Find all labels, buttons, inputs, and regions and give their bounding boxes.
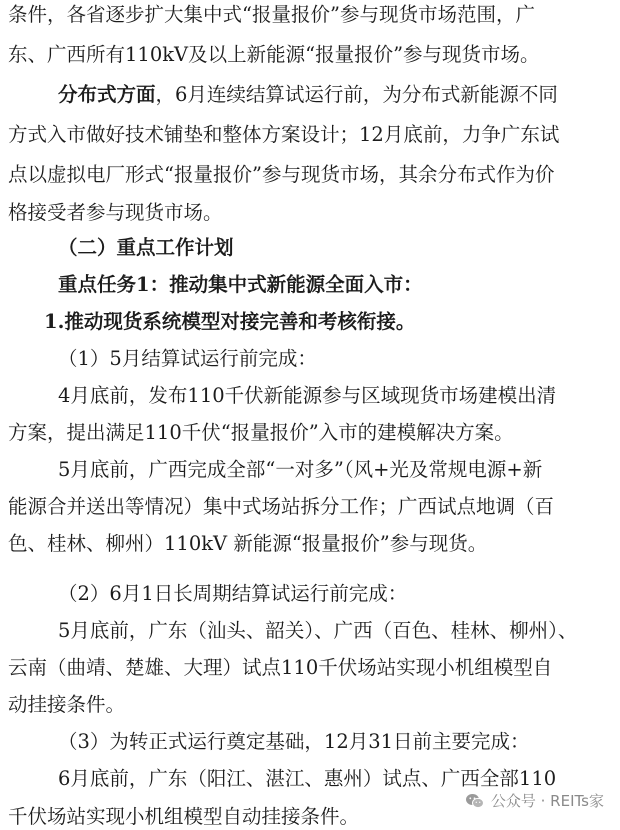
bold-text-segment: 1.推动现货系统模型对接完善和考核衔接。 bbox=[44, 310, 416, 333]
bold-text-segment: （二）重点工作计划 bbox=[58, 236, 234, 259]
text-line bbox=[8, 655, 620, 681]
text-line bbox=[8, 200, 620, 226]
text-line bbox=[58, 235, 620, 261]
text-line bbox=[8, 42, 620, 68]
text-segment: 4月底前，发布110千伏新能源参与区域现货市场建模出清 bbox=[58, 384, 557, 407]
text-line bbox=[8, 122, 620, 148]
bold-text-segment: 重点任务1：推动集中式新能源全面入市： bbox=[58, 273, 423, 296]
text-line bbox=[8, 2, 620, 28]
text-line bbox=[58, 82, 620, 108]
text-segment: 云南（曲靖、楚雄、大理）试点110千伏场站实现小机组模型自 bbox=[8, 656, 553, 679]
wechat-icon bbox=[465, 793, 485, 809]
text-line bbox=[58, 618, 620, 644]
text-line bbox=[8, 531, 620, 557]
text-segment: ，6月连续结算试运行前，为分布式新能源不同 bbox=[155, 83, 558, 106]
text-segment: 东、广西所有110kV及以上新能源“报量报价”参与现货市场。 bbox=[8, 43, 540, 66]
text-line bbox=[58, 383, 620, 409]
text-line bbox=[8, 162, 620, 188]
text-line bbox=[44, 309, 620, 335]
text-line bbox=[58, 346, 620, 372]
text-segment: 条件，各省逐步扩大集中式“报量报价”参与现货市场范围，广 bbox=[8, 3, 535, 26]
bold-text-segment: 分布式方面 bbox=[58, 83, 156, 106]
text-segment: 点以虚拟电厂形式“报量报价”参与现货市场，其余分布式作为价 bbox=[8, 163, 555, 186]
text-segment: （3）为转正式运行奠定基础，12月31日前主要完成： bbox=[58, 730, 530, 753]
watermark-text: 公众号 · REITs家 bbox=[490, 792, 604, 810]
text-line bbox=[8, 494, 620, 520]
text-segment: 动挂接条件。 bbox=[8, 693, 126, 716]
text-segment: （2）6月1日长周期结算试运行前完成： bbox=[58, 582, 408, 605]
text-line bbox=[58, 272, 620, 298]
text-segment: 千伏场站实现小机组模型自动挂接条件。 bbox=[8, 805, 360, 828]
text-segment: 方式入市做好技术铺垫和整体方案设计；12月底前，力争广东试 bbox=[8, 123, 560, 146]
text-segment: 5月底前，广东（汕头、韶关）、广西（百色、桂林、柳州）、 bbox=[58, 619, 578, 642]
watermark bbox=[465, 790, 604, 811]
text-line bbox=[8, 420, 620, 446]
text-line bbox=[8, 692, 620, 718]
text-segment: 5月底前，广西完成全部“一对多”（风+光及常规电源+新 bbox=[58, 458, 543, 481]
text-line bbox=[58, 729, 620, 755]
text-segment: 能源合并送出等情况）集中式场站拆分工作；广西试点地调（百 bbox=[8, 495, 555, 518]
text-segment: 方案，提出满足110千伏“报量报价”入市的建模解决方案。 bbox=[8, 421, 514, 444]
text-segment: 格接受者参与现货市场。 bbox=[8, 201, 223, 224]
text-line bbox=[58, 581, 620, 607]
text-line bbox=[58, 766, 620, 792]
text-segment: 色、桂林、柳州）110kV 新能源“报量报价”参与现货。 bbox=[8, 532, 488, 555]
text-segment: 6月底前，广东（阳江、湛江、惠州）试点、广西全部110 bbox=[58, 767, 557, 790]
text-line bbox=[58, 457, 620, 483]
text-segment: （1）5月结算试运行前完成： bbox=[58, 347, 317, 370]
